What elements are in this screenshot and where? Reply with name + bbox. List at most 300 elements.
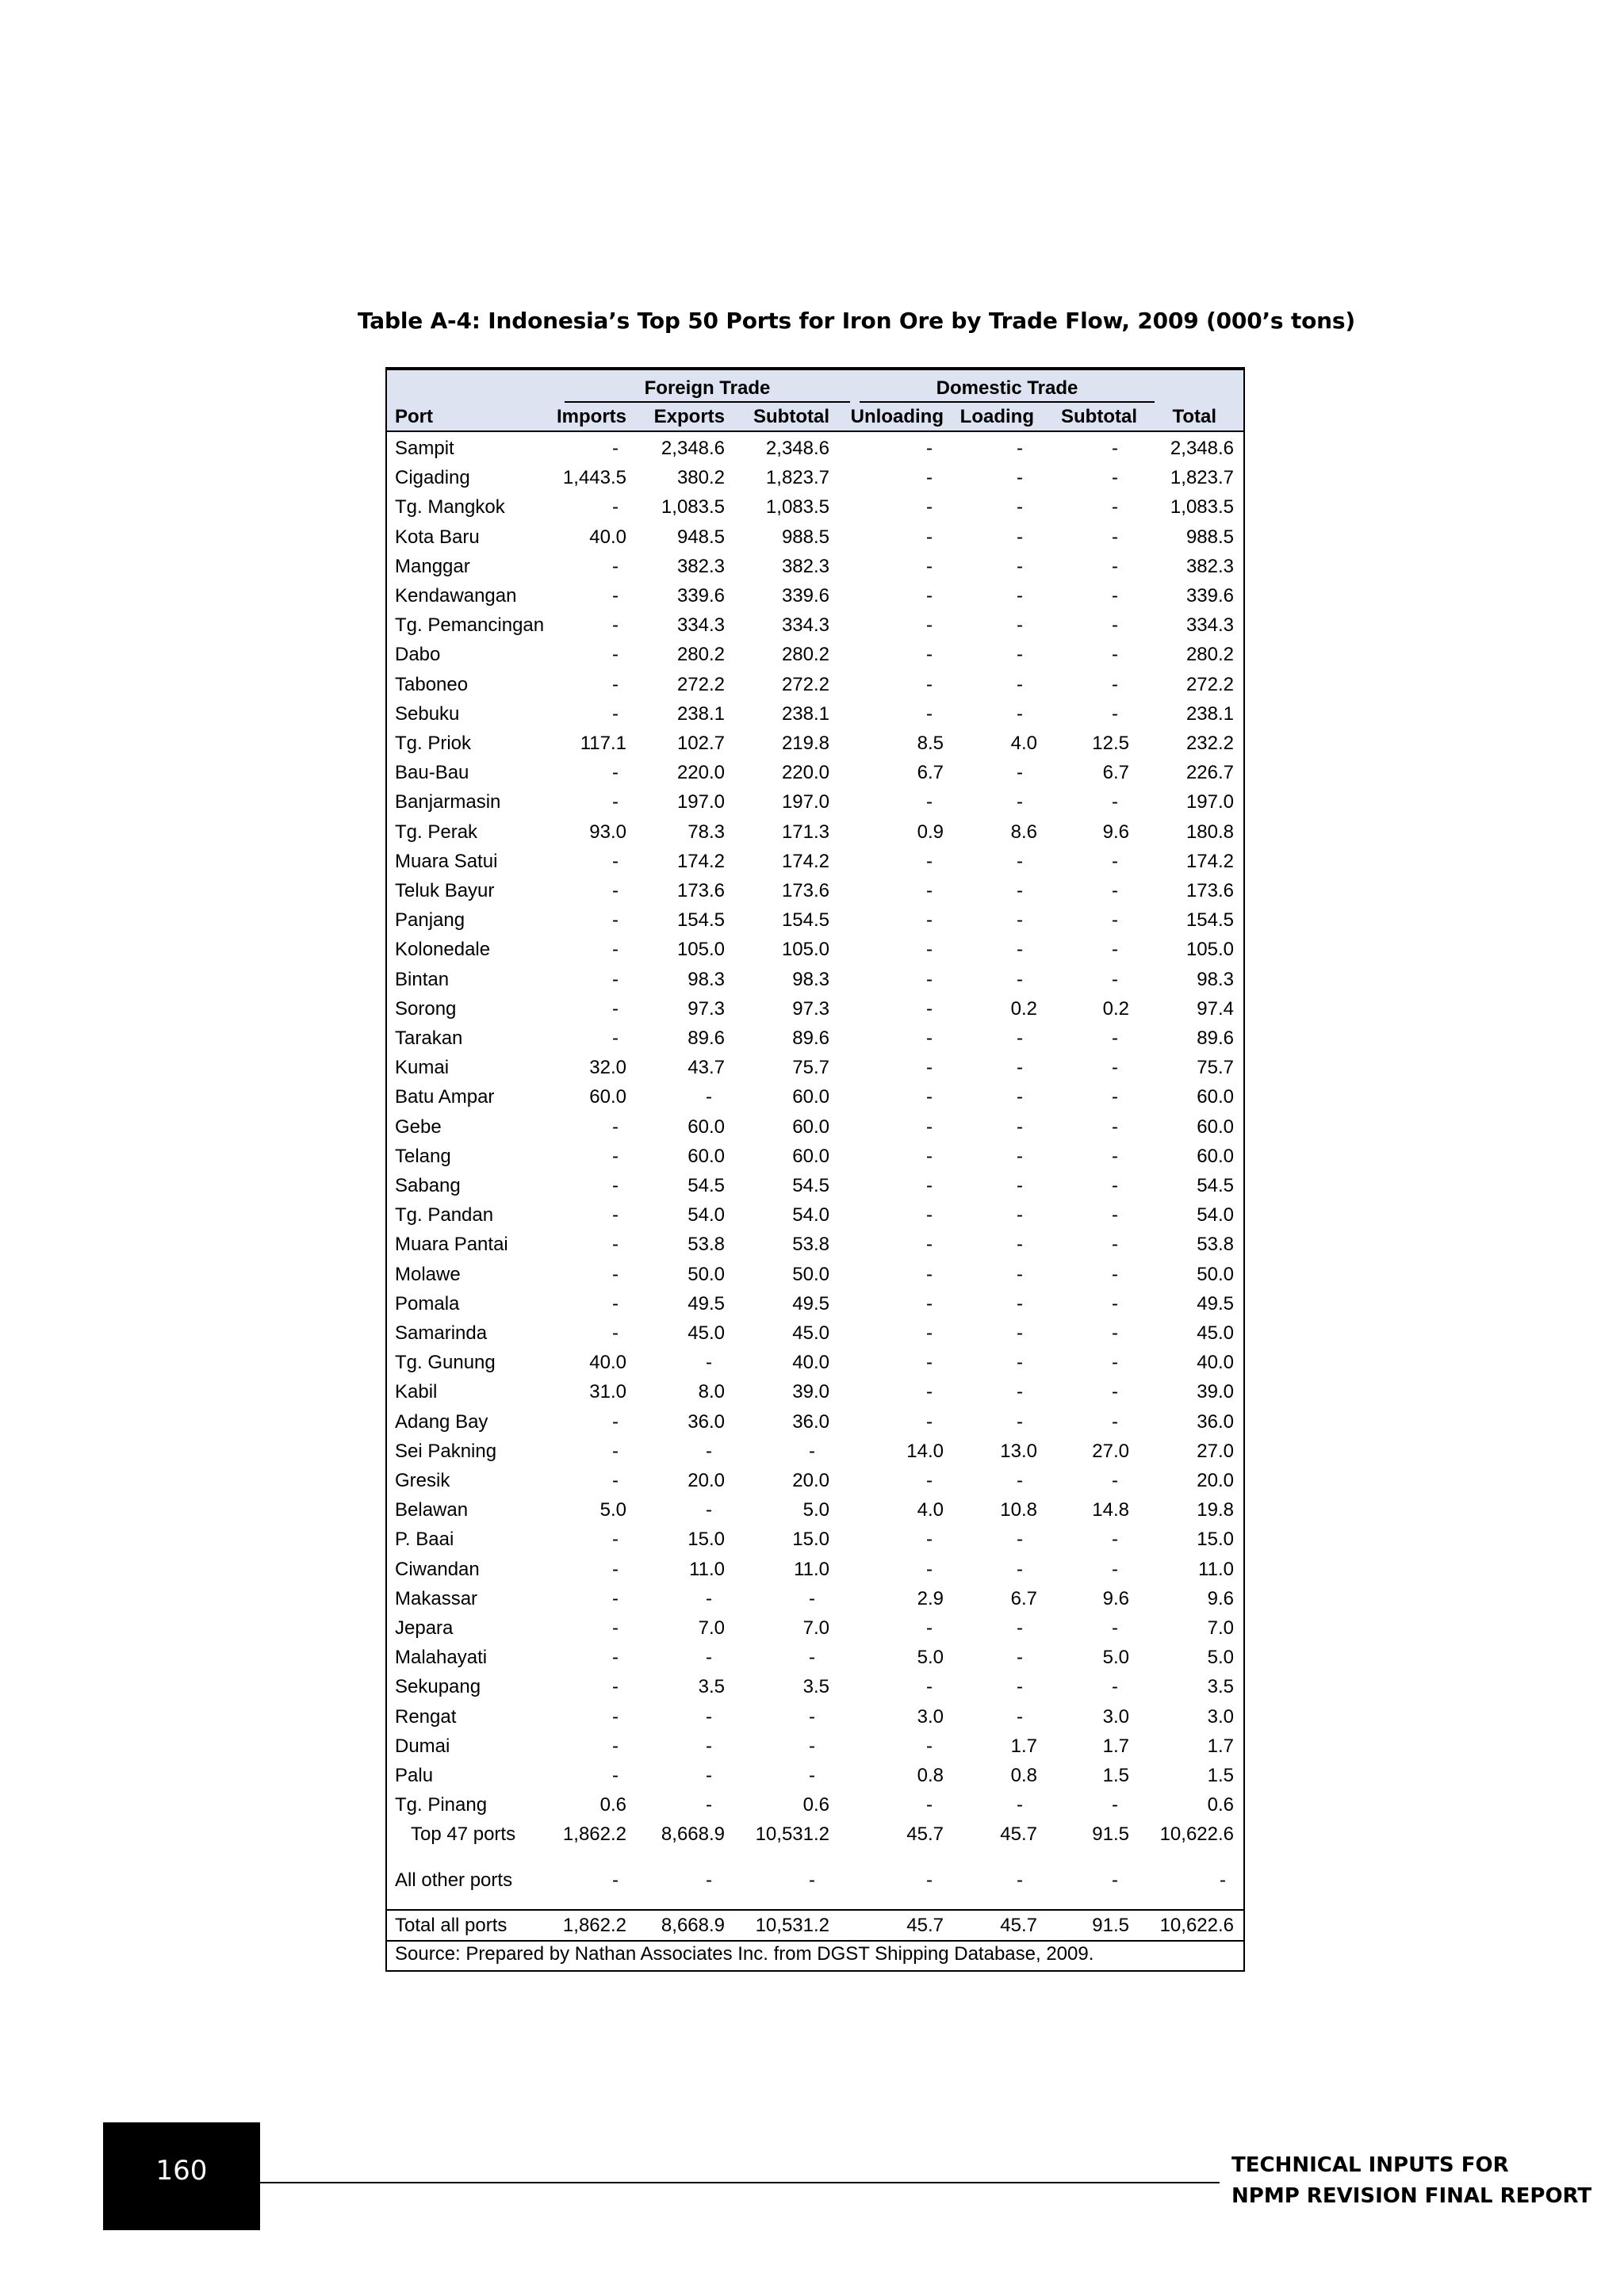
value-cell: 45.7 — [906, 1914, 944, 1936]
port-name-cell: Kumai — [395, 1057, 450, 1079]
port-name-cell: Batu Ampar — [395, 1086, 495, 1108]
value-cell: - — [926, 1558, 933, 1580]
value-cell: - — [1112, 1086, 1118, 1108]
value-cell: 7.0 — [698, 1617, 725, 1639]
value-cell: - — [1017, 614, 1023, 637]
value-cell: 173.6 — [676, 880, 725, 901]
table-row — [387, 1230, 1243, 1259]
column-header-loading: Loading — [959, 406, 1034, 427]
value-cell: - — [809, 1765, 815, 1786]
value-cell: - — [1017, 968, 1023, 990]
value-cell: 60.0 — [792, 1086, 829, 1108]
value-cell: - — [1017, 909, 1023, 932]
value-cell: - — [706, 1794, 712, 1816]
value-cell: - — [926, 1175, 933, 1196]
value-cell: - — [706, 1647, 712, 1669]
group-underline-domestic — [860, 401, 1155, 403]
table-row — [387, 758, 1243, 787]
value-cell: - — [926, 939, 933, 961]
port-name-cell: P. Baai — [395, 1529, 454, 1551]
port-name-cell: Molawe — [395, 1263, 461, 1285]
value-cell: 272.2 — [781, 673, 829, 695]
value-cell: 45.0 — [1197, 1322, 1234, 1344]
header-rule — [387, 430, 1243, 432]
value-cell: 173.6 — [781, 880, 829, 901]
port-name-cell: Tg. Perak — [395, 821, 478, 843]
value-cell: 8,668.9 — [661, 1914, 725, 1936]
value-cell: - — [1017, 1204, 1023, 1226]
value-cell: - — [1017, 1558, 1023, 1580]
table-row — [387, 1702, 1243, 1732]
value-cell: - — [1017, 1529, 1023, 1551]
value-cell: - — [1017, 467, 1023, 489]
value-cell: 3.0 — [1102, 1705, 1129, 1728]
value-cell: - — [1112, 1057, 1118, 1079]
value-cell: 105.0 — [1185, 939, 1234, 961]
value-cell: 10,622.6 — [1159, 1914, 1234, 1936]
value-cell: 219.8 — [781, 733, 829, 754]
value-cell: 9.6 — [1102, 1587, 1129, 1609]
value-cell: 197.0 — [1185, 791, 1234, 813]
port-name-cell: Belawan — [395, 1499, 469, 1521]
value-cell: - — [612, 791, 619, 813]
other-ports-row — [387, 1866, 1243, 1895]
value-cell: 54.5 — [688, 1175, 725, 1196]
port-name-cell: Kendawangan — [395, 585, 517, 607]
value-cell: - — [1112, 1794, 1118, 1816]
value-cell: 10,531.2 — [755, 1823, 829, 1846]
value-cell: - — [1112, 1115, 1118, 1138]
value-cell: - — [1112, 1410, 1118, 1433]
value-cell: 36.0 — [688, 1410, 725, 1433]
value-cell: - — [1017, 1794, 1023, 1816]
value-cell: 7.0 — [802, 1617, 829, 1639]
value-cell: 5.0 — [917, 1647, 944, 1669]
value-cell: 4.0 — [917, 1499, 944, 1521]
value-cell: 40.0 — [1197, 1352, 1234, 1374]
value-cell: 232.2 — [1185, 733, 1234, 754]
value-cell: - — [926, 1204, 933, 1226]
value-cell: 105.0 — [676, 939, 725, 961]
value-cell: 272.2 — [676, 673, 725, 695]
value-cell: 280.2 — [1185, 644, 1234, 666]
value-cell: 7.0 — [1207, 1617, 1234, 1639]
port-name-cell: Kota Baru — [395, 526, 480, 548]
value-cell: 20.0 — [688, 1470, 725, 1491]
column-header-unloading: Unloading — [850, 406, 944, 427]
port-name-cell: Ciwandan — [395, 1558, 480, 1580]
value-cell: 36.0 — [1197, 1410, 1234, 1433]
port-name-cell: Tg. Pandan — [395, 1204, 494, 1226]
value-cell: - — [1017, 555, 1023, 577]
value-cell: - — [612, 1322, 619, 1344]
value-cell: 27.0 — [1092, 1440, 1129, 1462]
value-cell: 31.0 — [589, 1381, 626, 1403]
value-cell: 11.0 — [794, 1558, 829, 1580]
table-row — [387, 1053, 1243, 1082]
port-name-cell: Sekupang — [395, 1676, 481, 1698]
port-name-cell: Palu — [395, 1765, 434, 1786]
value-cell: - — [1017, 1027, 1023, 1049]
value-cell: 3.0 — [1207, 1705, 1234, 1728]
table-row — [387, 1643, 1243, 1672]
value-cell: - — [612, 496, 619, 519]
footer-rule — [260, 2182, 1220, 2183]
value-cell: 948.5 — [676, 526, 725, 548]
table-row — [387, 1112, 1243, 1142]
value-cell: 19.8 — [1197, 1499, 1234, 1521]
value-cell: - — [1017, 526, 1023, 548]
value-cell: 272.2 — [1185, 673, 1234, 695]
value-cell: 60.0 — [688, 1145, 725, 1167]
value-cell: - — [1017, 1869, 1023, 1891]
value-cell: - — [926, 909, 933, 932]
value-cell: - — [1112, 1869, 1118, 1891]
value-cell: - — [1017, 1292, 1023, 1314]
value-cell: 105.0 — [781, 939, 829, 961]
table-row — [387, 670, 1243, 699]
value-cell: 102.7 — [676, 733, 725, 754]
value-cell: 15.0 — [792, 1529, 829, 1551]
value-cell: 75.7 — [792, 1057, 829, 1079]
value-cell: 988.5 — [781, 526, 829, 548]
value-cell: - — [1112, 526, 1118, 548]
table-row — [387, 1407, 1243, 1437]
table-row — [387, 1466, 1243, 1495]
value-cell: - — [1112, 555, 1118, 577]
table-row — [387, 1495, 1243, 1525]
value-cell: 45.7 — [906, 1823, 944, 1846]
value-cell: - — [926, 1263, 933, 1285]
value-cell: 53.8 — [688, 1234, 725, 1256]
value-cell: 45.7 — [1000, 1823, 1037, 1846]
value-cell: 3.5 — [1207, 1676, 1234, 1698]
value-cell: - — [926, 702, 933, 725]
value-cell: - — [1112, 496, 1118, 519]
table-row — [387, 1348, 1243, 1377]
value-cell: - — [612, 1175, 619, 1196]
value-cell: - — [926, 526, 933, 548]
value-cell: - — [1017, 1617, 1023, 1639]
value-cell: 98.3 — [688, 968, 725, 990]
value-cell: 174.2 — [781, 850, 829, 872]
port-name-cell: Teluk Bayur — [395, 880, 495, 901]
value-cell: 40.0 — [589, 526, 626, 548]
table-row — [387, 610, 1243, 640]
table-row — [387, 729, 1243, 758]
column-header-exports: Exports — [653, 406, 725, 427]
table-row — [387, 965, 1243, 994]
table-row — [387, 1260, 1243, 1289]
value-cell: 173.6 — [1185, 880, 1234, 901]
value-cell: - — [612, 939, 619, 961]
value-cell: - — [612, 1765, 619, 1786]
table-row — [387, 581, 1243, 610]
value-cell: - — [612, 614, 619, 637]
value-cell: 60.0 — [1197, 1145, 1234, 1167]
table-row — [387, 463, 1243, 492]
value-cell: 339.6 — [781, 585, 829, 607]
table-row — [387, 876, 1243, 905]
value-cell: - — [926, 555, 933, 577]
table-row — [387, 1024, 1243, 1053]
value-cell: 154.5 — [1185, 909, 1234, 932]
value-cell: 280.2 — [781, 644, 829, 666]
value-cell: - — [706, 1440, 712, 1462]
group-header-foreign: Foreign Trade — [644, 377, 771, 399]
value-cell: - — [926, 1086, 933, 1108]
value-cell: 1.7 — [1207, 1735, 1234, 1757]
port-name-cell: Bintan — [395, 968, 450, 990]
table-row — [387, 1790, 1243, 1820]
value-cell: 89.6 — [1197, 1027, 1234, 1049]
port-name-cell: Banjarmasin — [395, 791, 501, 813]
value-cell: - — [612, 1470, 619, 1491]
value-cell: 5.0 — [599, 1499, 626, 1521]
value-cell: - — [1017, 1322, 1023, 1344]
table-row — [387, 1555, 1243, 1584]
value-cell: - — [612, 644, 619, 666]
value-cell: 15.0 — [688, 1529, 725, 1551]
value-cell: - — [612, 1292, 619, 1314]
value-cell: - — [612, 1705, 619, 1728]
value-cell: - — [1017, 1676, 1023, 1698]
value-cell: - — [1017, 1410, 1023, 1433]
value-cell: 97.3 — [688, 997, 725, 1020]
value-cell: 174.2 — [1185, 850, 1234, 872]
value-cell: 8,668.9 — [661, 1823, 725, 1846]
table-row — [387, 847, 1243, 876]
port-name-cell: Dabo — [395, 644, 441, 666]
value-cell: - — [926, 850, 933, 872]
value-cell: - — [612, 909, 619, 932]
value-cell: 382.3 — [1185, 555, 1234, 577]
value-cell: 0.2 — [1102, 997, 1129, 1020]
value-cell: 49.5 — [792, 1292, 829, 1314]
value-cell: 45.7 — [1000, 1914, 1037, 1936]
value-cell: 32.0 — [589, 1057, 626, 1079]
value-cell: - — [1112, 1558, 1118, 1580]
value-cell: - — [706, 1705, 712, 1728]
value-cell: 220.0 — [781, 762, 829, 784]
value-cell: 1,443.5 — [562, 467, 626, 489]
value-cell: - — [1112, 909, 1118, 932]
value-cell: 53.8 — [792, 1234, 829, 1256]
port-name-cell: Top 47 ports — [411, 1823, 516, 1846]
value-cell: 1.7 — [1102, 1735, 1129, 1757]
value-cell: 97.3 — [792, 997, 829, 1020]
value-cell: - — [1112, 644, 1118, 666]
value-cell: 27.0 — [1197, 1440, 1234, 1462]
value-cell: - — [926, 1115, 933, 1138]
value-cell: 14.8 — [1092, 1499, 1129, 1521]
value-cell: - — [926, 1410, 933, 1433]
value-cell: 49.5 — [688, 1292, 725, 1314]
port-name-cell: All other ports — [395, 1869, 513, 1891]
value-cell: - — [612, 1027, 619, 1049]
value-cell: - — [1017, 1647, 1023, 1669]
value-cell: 1.5 — [1102, 1765, 1129, 1786]
value-cell: - — [1017, 939, 1023, 961]
value-cell: 40.0 — [792, 1352, 829, 1374]
value-cell: 5.0 — [1102, 1647, 1129, 1669]
value-cell: - — [612, 1410, 619, 1433]
value-cell: 60.0 — [792, 1115, 829, 1138]
port-name-cell: Adang Bay — [395, 1410, 488, 1433]
value-cell: - — [612, 1204, 619, 1226]
value-cell: 380.2 — [676, 467, 725, 489]
value-cell: 54.0 — [1197, 1204, 1234, 1226]
port-name-cell: Tg. Mangkok — [395, 496, 505, 519]
value-cell: 54.0 — [792, 1204, 829, 1226]
value-cell: 1,823.7 — [1170, 467, 1234, 489]
value-cell: - — [926, 673, 933, 695]
table-title: Table A-4: Indonesia’s Top 50 Ports for Iron Ore by Trade Flow, 2009 (000’s tons) — [358, 308, 1355, 334]
value-cell: - — [1017, 1086, 1023, 1108]
value-cell: - — [1112, 1381, 1118, 1403]
value-cell: - — [1112, 880, 1118, 901]
table-row — [387, 552, 1243, 581]
value-cell: 91.5 — [1092, 1823, 1129, 1846]
value-cell: 154.5 — [676, 909, 725, 932]
value-cell: - — [926, 585, 933, 607]
value-cell: 1,862.2 — [562, 1823, 626, 1846]
value-cell: - — [926, 496, 933, 519]
value-cell: 3.0 — [917, 1705, 944, 1728]
value-cell: - — [926, 1027, 933, 1049]
table-row — [387, 492, 1243, 522]
value-cell: 54.0 — [688, 1204, 725, 1226]
value-cell: 54.5 — [1197, 1175, 1234, 1196]
value-cell: 0.8 — [1010, 1765, 1037, 1786]
port-name-cell: Muara Satui — [395, 850, 498, 872]
value-cell: - — [612, 1676, 619, 1698]
port-name-cell: Kabil — [395, 1381, 438, 1403]
value-cell: 1,823.7 — [765, 467, 829, 489]
table-row — [387, 1142, 1243, 1171]
value-cell: 1.7 — [1010, 1735, 1037, 1757]
value-cell: 60.0 — [688, 1115, 725, 1138]
value-cell: - — [926, 1322, 933, 1344]
value-cell: 6.7 — [1102, 762, 1129, 784]
footer-line-2: NPMP REVISION FINAL REPORT — [1231, 2184, 1592, 2208]
value-cell: - — [1112, 1027, 1118, 1049]
table-row — [387, 994, 1243, 1024]
value-cell: 10,622.6 — [1159, 1823, 1234, 1846]
value-cell: - — [1112, 1529, 1118, 1551]
value-cell: - — [809, 1587, 815, 1609]
value-cell: 174.2 — [676, 850, 725, 872]
value-cell: 5.0 — [802, 1499, 829, 1521]
value-cell: 60.0 — [1197, 1086, 1234, 1108]
value-cell: 334.3 — [781, 614, 829, 637]
value-cell: - — [1112, 467, 1118, 489]
value-cell: - — [1017, 1381, 1023, 1403]
value-cell: - — [612, 1145, 619, 1167]
top-ports-row — [387, 1820, 1243, 1849]
value-cell: 2.9 — [917, 1587, 944, 1609]
value-cell: 89.6 — [688, 1027, 725, 1049]
value-cell: - — [612, 880, 619, 901]
value-cell: 5.0 — [1207, 1647, 1234, 1669]
value-cell: 197.0 — [781, 791, 829, 813]
table-row — [387, 1613, 1243, 1643]
total-rule-bottom — [387, 1940, 1243, 1942]
value-cell: 11.0 — [1198, 1558, 1234, 1580]
value-cell: 1,083.5 — [765, 496, 829, 519]
value-cell: 10.8 — [1000, 1499, 1037, 1521]
value-cell: 9.6 — [1207, 1587, 1234, 1609]
value-cell: - — [612, 762, 619, 784]
value-cell: 154.5 — [781, 909, 829, 932]
value-cell: - — [612, 1263, 619, 1285]
value-cell: 12.5 — [1092, 733, 1129, 754]
value-cell: - — [926, 1292, 933, 1314]
value-cell: - — [612, 438, 619, 459]
table-row — [387, 905, 1243, 935]
value-cell: 6.7 — [1010, 1587, 1037, 1609]
value-cell: - — [612, 555, 619, 577]
value-cell: - — [612, 1115, 619, 1138]
value-cell: 238.1 — [1185, 702, 1234, 725]
value-cell: - — [926, 1470, 933, 1491]
value-cell: - — [926, 1381, 933, 1403]
table-row — [387, 1289, 1243, 1318]
table-row — [387, 1672, 1243, 1701]
value-cell: 89.6 — [792, 1027, 829, 1049]
value-cell: 78.3 — [688, 821, 725, 843]
column-header-foreign-subtotal: Subtotal — [753, 406, 829, 427]
value-cell: - — [612, 673, 619, 695]
value-cell: 20.0 — [792, 1470, 829, 1491]
table-row — [387, 1171, 1243, 1200]
value-cell: - — [1017, 1115, 1023, 1138]
value-cell: 382.3 — [676, 555, 725, 577]
value-cell: - — [1017, 1234, 1023, 1256]
value-cell: - — [1112, 1470, 1118, 1491]
value-cell: 60.0 — [1197, 1115, 1234, 1138]
value-cell: 6.7 — [917, 762, 944, 784]
value-cell: 0.6 — [599, 1794, 626, 1816]
port-name-cell: Sorong — [395, 997, 457, 1020]
value-cell: - — [1112, 1617, 1118, 1639]
value-cell: 2,348.6 — [661, 438, 725, 459]
value-cell: - — [706, 1499, 712, 1521]
value-cell: 36.0 — [792, 1410, 829, 1433]
port-name-cell: Dumai — [395, 1735, 450, 1757]
ports-table — [385, 367, 1245, 1972]
value-cell: - — [926, 1529, 933, 1551]
value-cell: - — [1017, 791, 1023, 813]
table-row — [387, 522, 1243, 552]
value-cell: - — [809, 1440, 815, 1462]
value-cell: 98.3 — [792, 968, 829, 990]
value-cell: 3.5 — [698, 1676, 725, 1698]
value-cell: - — [926, 438, 933, 459]
value-cell: 339.6 — [676, 585, 725, 607]
value-cell: 54.5 — [792, 1175, 829, 1196]
value-cell: 2,348.6 — [1170, 438, 1234, 459]
value-cell: 8.0 — [698, 1381, 725, 1403]
value-cell: 1,083.5 — [1170, 496, 1234, 519]
value-cell: 238.1 — [676, 702, 725, 725]
footer-line-1: TECHNICAL INPUTS FOR — [1231, 2153, 1509, 2177]
table-row — [387, 1082, 1243, 1112]
table-row — [387, 1318, 1243, 1348]
value-cell: 14.0 — [906, 1440, 944, 1462]
value-cell: - — [926, 1234, 933, 1256]
port-name-cell: Jepara — [395, 1617, 454, 1639]
